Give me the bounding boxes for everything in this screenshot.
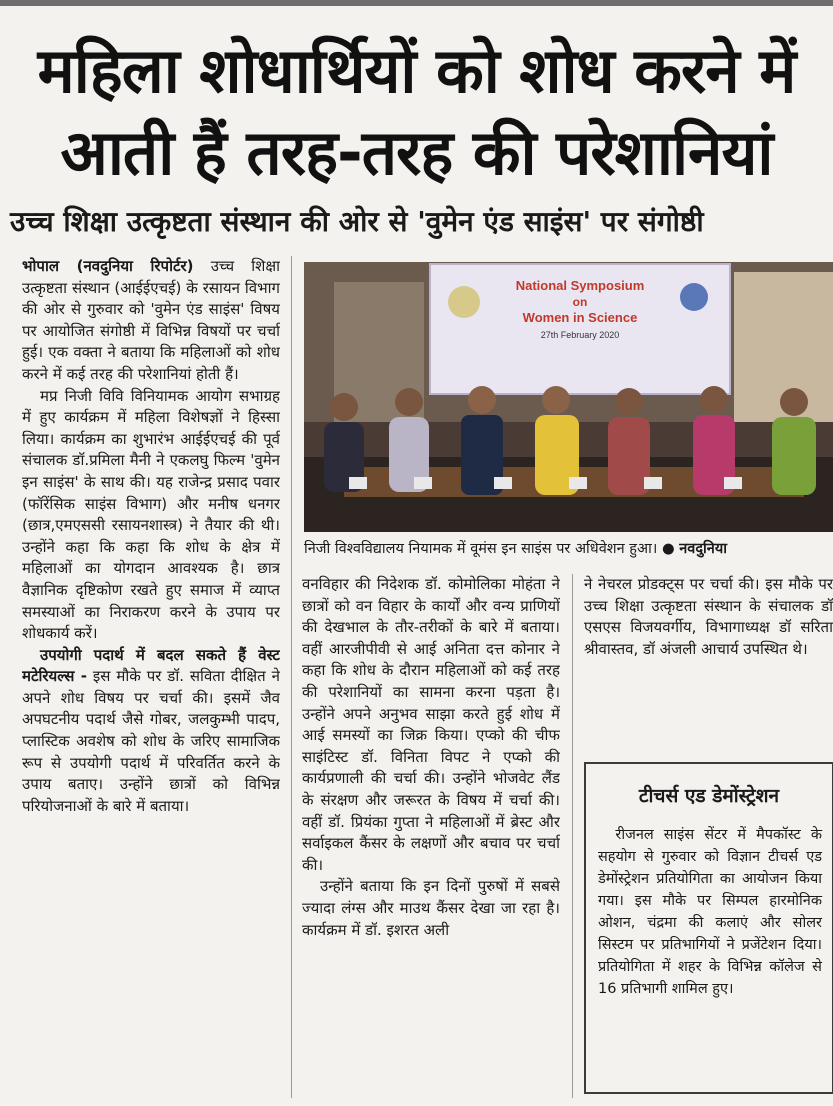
article-subhead: उपयोगी पदार्थ में बदल सकते हैं वेस्ट मटेरियल्स - [22,645,280,686]
caption-credit: नवदुनिया [679,541,727,557]
article-column-3 [584,574,833,754]
bullet-icon: ● [661,541,675,557]
event-photo-illustration [304,262,833,532]
paragraph-text: इस मौके पर डॉ. सविता दीक्षित ने अपने शोध विषय पर चर्चा की। इसमें जैव अपघटनीय पदार्थ जैसे गोबर, जलकुम्भी पादप, प्लास्टिक अवशेष को शोध के जरिए सामाजिक रूप से उपयोगी पदार्थ में परिवर्तित करने के उपाय बताए। उन्होंने छात्रों को विभिन्न परियोजनाओं के बारे में बताया। [22,667,280,815]
caption-text: निजी विश्वविद्यालय नियामक में वूमंस इन साइंस पर अधिवेशन हुआ। [304,541,658,557]
article-paragraph: ने नेचरल प्रोडक्ट्स पर चर्चा की। इस मौके पर उच्च शिक्षा उत्कृष्टता संस्थान के संचालक डॉ एसएस विजयवर्गीय, विभागाध्यक्ष डॉ सरिता श्रीवास्तव, डॉ अंजली आचार्य उपस्थित थे। [584,575,833,658]
article-paragraph [22,256,280,386]
photo-caption [304,538,833,560]
event-photo [304,262,833,532]
article-paragraph: मप्र निजी विवि विनियामक आयोग सभाग्रह में हुए कार्यक्रम में महिला विशेषज्ञों ने हिस्सा लिया। कार्यक्रम का शुभारंभ आईईएचई की पूर्व संचालक डॉ.प्रमिला मैनी ने एकलघु फिल्म 'वुमेन इन साइंस' के साथ की। यह राजेन्द्र प्रसाद पवार (फॉरेंसिक साइंस विभाग) और मनीष धनगर (छात्र,एमएससी रसायनशास्त्र) ने तैयार की थी। उन्होंने कहा कि कहा कि शोध के क्षेत्र में महिलाओं का योगदान आवश्यक है। छात्र वैज्ञानिक दृष्टिकोण रखते हुए समाज में व्याप्त समस्याओं का निराकरण करने के उपाय पर शोधकार्य करें। [22,386,280,643]
headline-line-2: आती हैं तरह-तरह की परेशानियां [60,116,773,189]
article-paragraph: वनविहार की निदेशक डॉ. कोमोलिका मोहंता ने छात्रों को वन विहार के कार्यों और वन्य प्राणियों की देखभाल के तौर-तरीकों के बारे में बताया। वहीं आरजीपीवी से आई अनिता दत्त कोनार ने कहा कि शोध के दौरान महिलाओं को कई तरह की परेशानियों का सामना करना पड़ता है। उन्होंने अपने अनुभव साझा करते हुई शोध में आई समस्यों का जिक्र किया। एप्को की चीफ साइंटिस्ट डॉ. विनिता विपट ने एप्को की कार्यप्रणाली की चर्चा की। उन्होंने भोजवेट लैंड के संरक्षण और जरूरत के विषय में चर्चा की। वहीं डॉ. प्रियंका गुप्ता ने महिलाओं में ब्रेस्ट और सर्वाइकल कैंसर के लक्षणों और बचाव पर चर्चा की। [302,575,560,874]
banner-subtitle: Women in Science [522,310,638,325]
article-column-2 [302,574,560,1099]
article-column-1 [22,256,280,1098]
article-paragraph: उन्होंने बताया कि इन दिनों पुरुषों में सबसे ज्यादा लंग्स और माउथ कैंसर देखा जा रहा है। कार्यक्रम में डॉ. इशरत अली [302,877,560,939]
top-rule [0,0,833,6]
headline-line-1: महिला शोधार्थियों को शोध करने में [37,34,796,107]
sidebar-box [584,762,833,1094]
column-divider [572,574,573,1098]
dateline: भोपाल (नवदुनिया रिपोर्टर) [22,257,194,275]
sidebar-text: रीजनल साइंस सेंटर में मैपकॉस्ट के सहयोग से गुरुवार को विज्ञान टीचर्स एड डेमोंस्ट्रेशन प्रतियोगिता का आयोजन किया गया। इस मौके पर सिम्पल हारमोनिक ओशन, चंद्रमा की कलाएं और सोलर सिस्टम पर प्रतिभागियों ने प्रजेंटेशन दिया। प्रतियोगिता में शहर के विभिन्न कॉलेज से 16 प्रतिभागी शामिल हुए। [598,827,822,997]
subheadline: उच्च शिक्षा उत्कृष्टता संस्थान की ओर से 'वुमेन एंड साइंस' पर संगोष्ठी [10,205,704,238]
sidebar-title: टीचर्स एड डेमोंस्ट्रेशन [638,785,780,807]
banner-date: 27th February 2020 [540,330,620,340]
banner-on: on [572,295,588,309]
column-divider [291,256,292,1098]
article-paragraph [22,645,280,818]
paragraph-text: उच्च शिक्षा उत्कृष्टता संस्थान (आईईएचई) के रसायन विभाग की ओर से गुरुवार को 'वुमेन एंड साइंस' विषय पर आयोजित संगोष्ठी में विभिन्न विषयों पर चर्चा हुई। एक वक्ता ने बताया कि महिलाओं को शोध करने में कई तरह की परेशानियां होती हैं। [22,257,280,383]
banner-title: National Symposium [515,278,645,293]
